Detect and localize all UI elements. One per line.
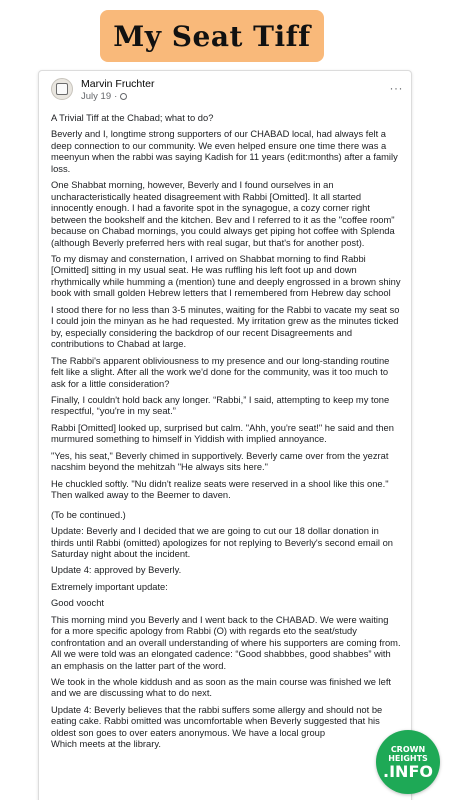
post-paragraph: The Rabbi's apparent obliviousness to my presence and our long-standing routine felt like a slight. After all the work we'd done for the community, was it too much to ask for a little consideration? xyxy=(51,355,390,389)
globe-icon xyxy=(120,93,127,100)
post-paragraph: Update 4: approved by Beverly. xyxy=(51,565,182,576)
post-paragraph: Update: Beverly and I decided that we are going to cut our 18 dollar donation in thirds until Rabbi (omitted) apologizes for not replying to Beverly's second email on Saturday night about the incident. xyxy=(51,526,393,559)
post-paragraph: Rabbi [Omitted] looked up, surprised but calm. "Ahh, you're seat!" he said and then murmured something to himself in Yiddish with implied annoyance. xyxy=(51,422,394,445)
post-paragraph: Update 4: Beverly believes that the rabbi suffers some allergy and should not be eating cake. Rabbi omitted was uncomfortable when Beverly suggested that his oldest son goes to over eaters anonymous. We have a local group xyxy=(51,704,383,738)
post-paragraph: I stood there for no less than 3-5 minutes, waiting for the Rabbi to vacate my seat so I could join the minyan as he had requested. My irritation grew as the minutes ticked by, especially considering the backdrop of our recent Disagreements and contributions to Chabad at large. xyxy=(51,304,400,350)
facebook-post-card xyxy=(38,70,412,800)
post-paragraph: Finally, I couldn't hold back any longer. “Rabbi,” I said, attempting to keep my tone respectful, “you're in my seat.” xyxy=(51,394,390,417)
post-paragraph: He chuckled softly. "Nu didn't realize seats were reserved in a shool like this one." Then walked away to the Beemer to daven. xyxy=(51,478,389,501)
meta-separator: · xyxy=(114,91,118,102)
post-paragraph: (To be continued.) xyxy=(51,509,126,520)
post-paragraph: Which meets at the library. xyxy=(51,739,161,750)
crown-heights-watermark-logo xyxy=(376,730,440,794)
post-date[interactable]: July 19 xyxy=(81,91,112,102)
post-body xyxy=(39,113,411,751)
post-paragraph: Extremely important update: xyxy=(51,581,168,592)
more-options-icon[interactable]: ··· xyxy=(389,81,403,95)
watermark-line: HEIGHTS xyxy=(388,753,428,763)
post-meta xyxy=(81,91,127,102)
post-paragraph: Good voocht xyxy=(51,598,104,609)
title-banner xyxy=(100,10,324,62)
post-header xyxy=(39,71,411,115)
post-paragraph: Beverly and I, longtime strong supporters of our CHABAD local, had always felt a deep connection to our community. We even helped ensure one time there was a meenyun when the rabbi was saying Kadish for 11 years (edit:months) after a family loss. xyxy=(51,129,398,174)
post-paragraph: A Trivial Tiff at the Chabad; what to do? xyxy=(51,113,214,123)
avatar[interactable] xyxy=(51,78,73,100)
watermark-line: .INFO xyxy=(383,761,433,781)
avatar-image-icon xyxy=(56,83,68,95)
author-name[interactable]: Marvin Fruchter xyxy=(81,78,155,90)
post-paragraph: "Yes, his seat," Beverly chimed in supportively. Beverly came over from the yezrat nacshim beyond the mehitzah "He always sits here." xyxy=(51,450,389,473)
watermark-line: CROWN xyxy=(390,744,426,754)
post-paragraph: One Shabbat morning, however, Beverly and I found ourselves in an uncharacteristically heated disagreement with Rabbi [Omitted]. It all started innocently enough. I had a favorite spot in the synagogue, a cozy corner right between the bookshelf and the kitchen. Bev and I referred to it as the "coffee room" because on Chabad mornings, you could always get piping hot coffee with Splenda (although Beverly preferred hers with real sugar, but that's for another post). xyxy=(51,180,395,248)
post-paragraph: We took in the whole kiddush and as soon as the main course was finished we left and we are discussing what to do next. xyxy=(51,677,392,699)
post-paragraph: This morning mind you Beverly and I went back to the CHABAD. We were waiting for a more specific apology from Rabbi (O) with regards eto the seat/study confrontation and an overall understanding of where his supporters are coming from. All we were told was an elongated cadence: “Good shabbbes, good shabbes” with an emphasis on the latter part of the word. xyxy=(51,614,401,671)
banner-title: My Seat Tiff xyxy=(113,19,311,53)
post-paragraph: To my dismay and consternation, I arrived on Shabbat morning to find Rabbi [Omitted] sitting in my usual seat. He was ruffling his left foot up and down rhythmically while humming a (mention) tune and deeply engrossed in a brown shiny book with small golden Hebrew letters that I remembered from Hebrew day school xyxy=(51,253,401,299)
